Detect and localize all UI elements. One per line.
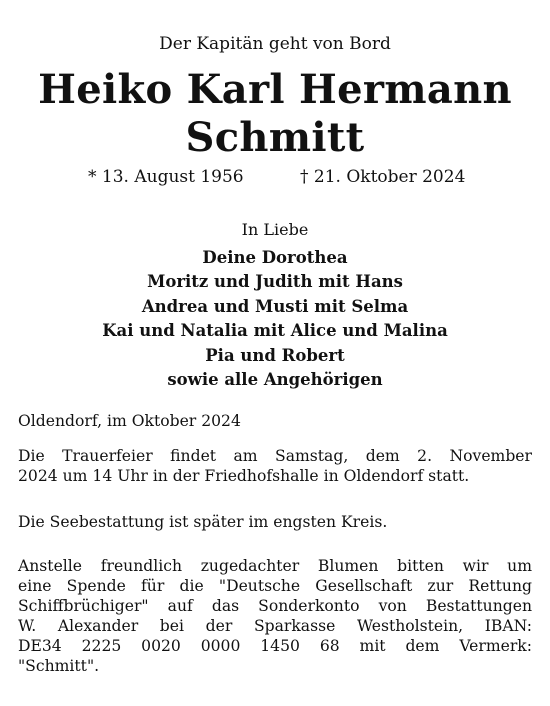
ceremony-line: 2024 um 14 Uhr in der Friedhofshalle in Oldendorf statt. <box>18 467 470 485</box>
family-member: sowie alle Angehörigen <box>167 370 383 390</box>
ceremony-info <box>18 446 532 486</box>
name-line-1: Heiko Karl Hermann <box>38 66 512 113</box>
motto: Der Kapitän geht von Bord <box>159 34 391 54</box>
family-member: Kai und Natalia mit Alice und Malina <box>102 321 448 341</box>
family-member: Deine Dorothea <box>202 248 348 267</box>
donation-line: eine Spende für die "Deutsche Gesellschaft zur Rettung <box>18 577 532 595</box>
sea-burial-info: Die Seebestattung ist später im engsten Kreis. <box>18 513 388 531</box>
deceased-name <box>0 66 550 162</box>
family-member: Andrea und Musti mit Selma <box>141 296 409 316</box>
donation-line: Anstelle freundlich zugedachter Blumen bitten wir um <box>18 557 532 575</box>
birth-date: * 13. August 1956 <box>88 167 244 187</box>
in-liebe-label: In Liebe <box>241 220 309 239</box>
donation-line: Schiffbrüchiger" auf das Sonderkonto von Bestattungen <box>18 597 532 615</box>
family-member: Moritz und Judith mit Hans <box>147 272 403 292</box>
ceremony-line: Die Trauerfeier findet am Samstag, dem 2. November <box>18 447 532 465</box>
donation-line: "Schmitt". <box>18 657 100 675</box>
family-member: Pia und Robert <box>205 345 345 365</box>
donation-line: W. Alexander bei der Sparkasse Westholstein, IBAN: <box>18 617 532 635</box>
family-list <box>0 246 550 392</box>
name-line-2: Schmitt <box>185 114 365 161</box>
place-date: Oldendorf, im Oktober 2024 <box>18 412 241 430</box>
donation-line: DE34 2225 0020 0000 1450 68 mit dem Vermerk: <box>18 637 532 655</box>
death-date: † 21. Oktober 2024 <box>300 167 466 187</box>
donation-info <box>18 556 532 676</box>
